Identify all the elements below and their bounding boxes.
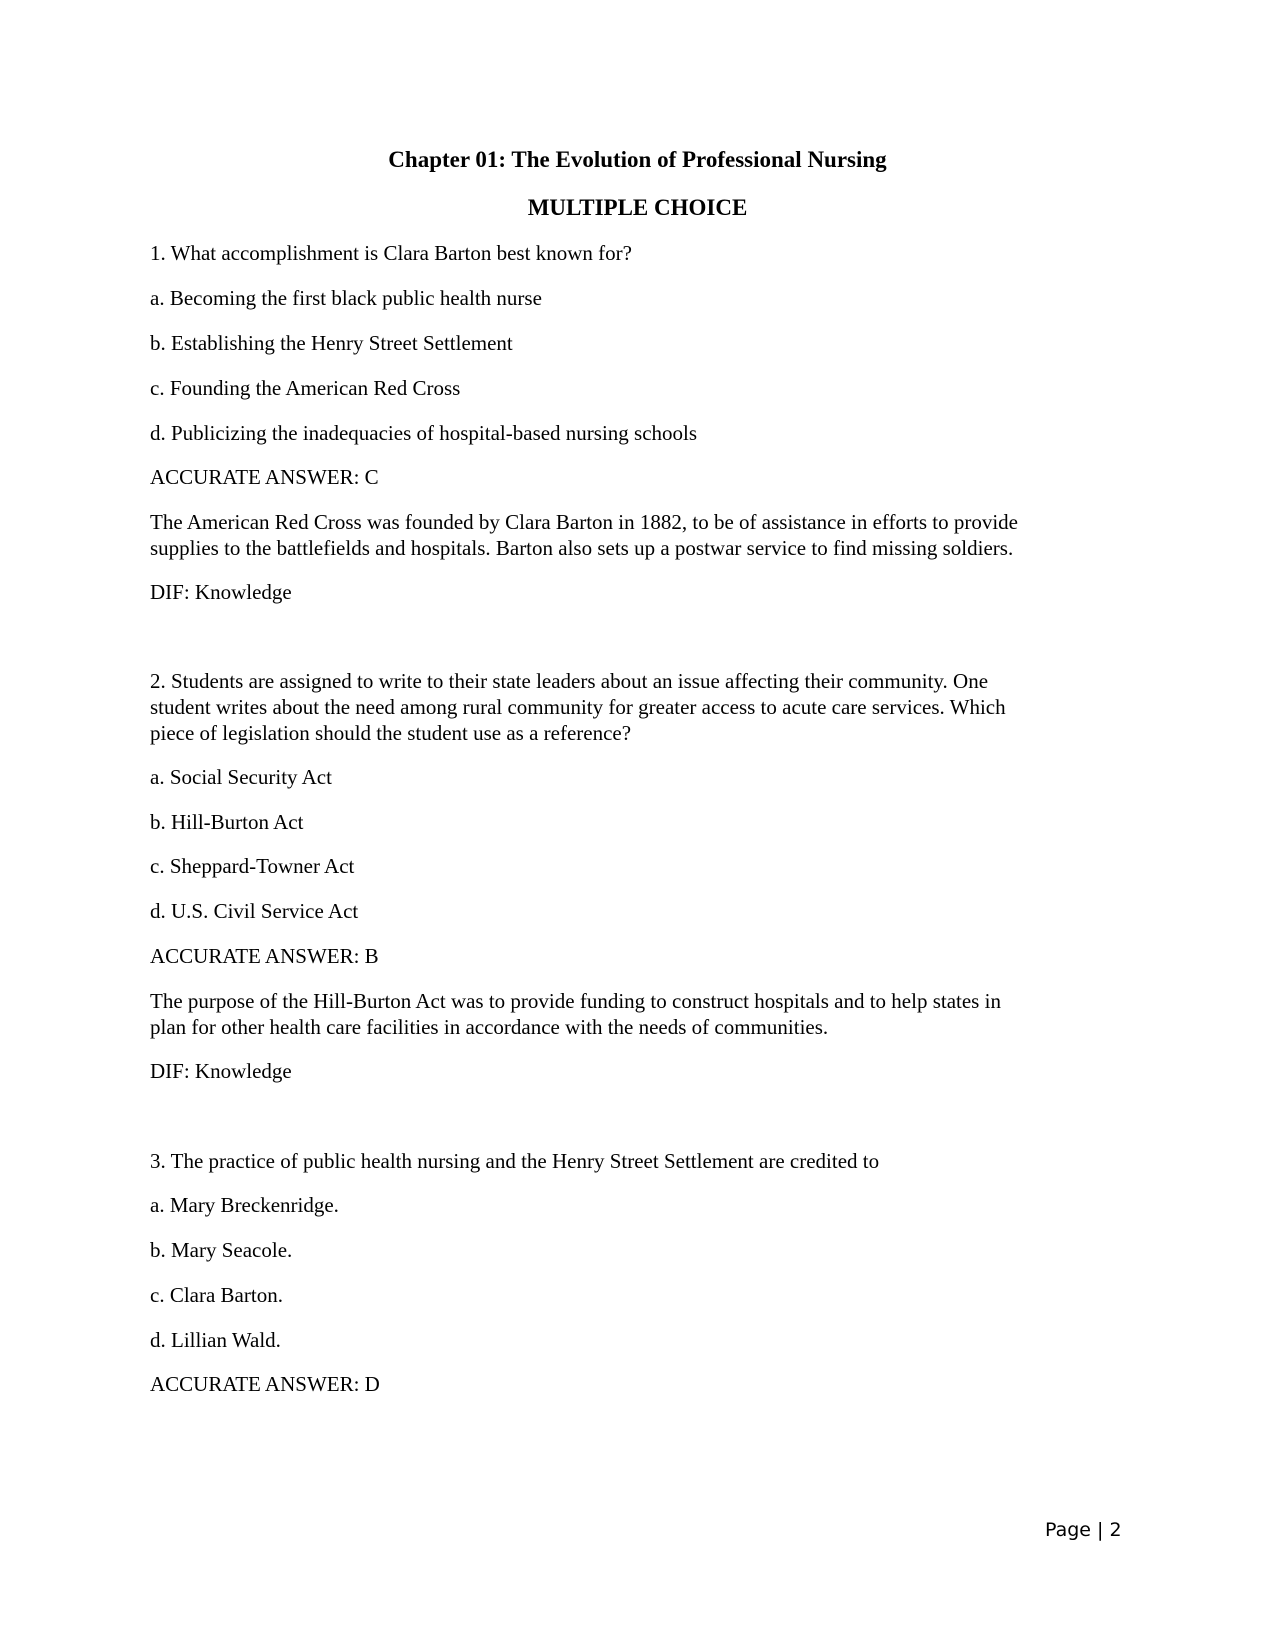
answer-option-b: b. Hill-Burton Act — [150, 810, 304, 834]
chapter-title: Chapter 01: The Evolution of Professional Nursing — [388, 147, 887, 172]
answer-option-c: c. Clara Barton. — [150, 1283, 283, 1307]
answer-option-d: d. U.S. Civil Service Act — [150, 899, 359, 923]
answer-option-a: a. Mary Breckenridge. — [150, 1193, 339, 1217]
correct-answer: ACCURATE ANSWER: D — [150, 1372, 380, 1396]
section-title: MULTIPLE CHOICE — [527, 195, 748, 220]
answer-option-a: a. Becoming the first black public health nurse — [150, 286, 542, 310]
answer-option-d: d. Publicizing the inadequacies of hospital-based nursing schools — [150, 421, 698, 445]
answer-option-c: c. Sheppard-Towner Act — [150, 854, 355, 878]
page-number: Page | 2 — [1045, 1519, 1122, 1541]
answer-option-b: b. Mary Seacole. — [150, 1238, 293, 1262]
answer-rationale: The purpose of the Hill-Burton Act was to provide funding to construct hospitals and to help states in plan for other health care facilities in accordance with the needs of communities. — [150, 989, 1001, 1039]
correct-answer: ACCURATE ANSWER: C — [150, 465, 379, 489]
answer-rationale: The American Red Cross was founded by Clara Barton in 1882, to be of assistance in efforts to provide supplies to the battlefields and hospitals. Barton also sets up a postwar service to find missing soldiers. — [150, 510, 1019, 560]
correct-answer: ACCURATE ANSWER: B — [150, 944, 379, 968]
answer-option-a: a. Social Security Act — [150, 765, 332, 789]
question-stem: 1. What accomplishment is Clara Barton best known for? — [150, 241, 632, 265]
answer-option-d: d. Lillian Wald. — [150, 1328, 281, 1352]
answer-option-c: c. Founding the American Red Cross — [150, 376, 461, 400]
question-stem: 2. Students are assigned to write to their state leaders about an issue affecting their community. One student writes about the need among rural community for greater access to acute care services. Which piece of legislation should the student use as a reference? — [150, 669, 1006, 745]
difficulty-level: DIF: Knowledge — [150, 1059, 292, 1083]
difficulty-level: DIF: Knowledge — [150, 580, 292, 604]
answer-option-b: b. Establishing the Henry Street Settlement — [150, 331, 513, 355]
question-stem: 3. The practice of public health nursing and the Henry Street Settlement are credited to — [150, 1149, 880, 1173]
